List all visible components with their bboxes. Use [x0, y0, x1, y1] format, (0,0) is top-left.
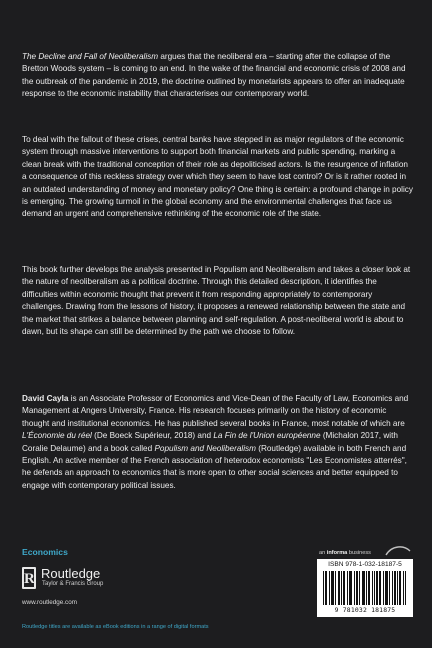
informa-business-label — [319, 550, 371, 556]
informa-suffix: business — [347, 550, 371, 556]
author-book-1: L'Économie du réel — [22, 431, 92, 441]
informa-prefix: an — [319, 550, 327, 556]
book-title-italic: The Decline and Fall of Neoliberalism — [22, 52, 159, 61]
isbn-label: ISBN 978-1-032-18187-5 — [328, 561, 402, 568]
blurb-paragraph-3-text: This book further develops the analysis presented in Populism and Neoliberalism and takes a closer look at the nature of neoliberalism as a political doctrine. Through this detailed description, it identifies the difficulties within economic thought that prevent it from responding appropriately to contemporary challenges. Drawing from the lessons of history, it proposes a renewed relationship between the state and the market that strikes a balance between planning and self-regulation. A post-neoliberal world is about to dawn, but its shape can still be determined by the path we choose to follow. — [22, 265, 411, 337]
routledge-logo-icon: R — [22, 567, 36, 589]
author-bio-text-3: (Michalon 2017, with Coralie Delaume) and a book called — [22, 431, 398, 453]
author-book-2: La Fin de l'Union européenne — [213, 431, 321, 441]
author-bio-text-4: (Routledge) available in both French and English. An active member of the French association of heterodox economists "Les Economistes atterrés", he defends an approach to economics that is more open to other social sciences and better equipped to engage with contemporary political issues. — [22, 443, 407, 490]
subject-category: Economics — [22, 547, 68, 557]
author-name: David Cayla — [22, 394, 69, 403]
publisher-website[interactable]: www.routledge.com — [22, 599, 77, 606]
author-book-3: Populism and Neoliberalism — [154, 443, 256, 453]
barcode-digits: 9 781032 181875 — [334, 606, 396, 614]
blurb-paragraph-1-text: argues that the neoliberal era – starting after the collapse of the Bretton Woods system – is coming to an end. In the wake of the financial and economic crisis of 2008 and the outbreak of the pandemic in 2019, the doctrine outlined by monetarists appears to offer an inadequate response to the economic instability that characterises our contemporary world. — [22, 52, 406, 99]
author-bio — [22, 393, 414, 492]
publisher-name: Routledge — [41, 566, 101, 581]
blurb-paragraph-3 — [22, 264, 414, 338]
informa-brand: informa — [326, 550, 348, 556]
publisher-group: Taylor & Francis Group — [42, 581, 104, 587]
blurb-paragraph-2 — [22, 134, 414, 221]
author-bio-text-1: is an Associate Professor of Economics and Vice-Dean of the Faculty of Law, Economics and Management at Angers University, France. His research focuses primarily on the history of economic thought and institutional economics. He has published several books in France, most notable of which are — [22, 394, 409, 428]
informa-curl-icon — [384, 543, 412, 557]
barcode-icon — [323, 571, 407, 605]
author-bio-text-2: (De Boeck Supérieur, 2018) and — [91, 431, 214, 441]
ebook-note: Routledge titles are available as eBook editions in a range of digital formats — [22, 624, 209, 630]
blurb-paragraph-1 — [22, 51, 414, 101]
blurb-paragraph-2-text: To deal with the fallout of these crises, central banks have stepped in as major regulators of the economic system through massive interventions to support both financial markets and public spending, marking a clean break with the traditional conception of their role as depoliticised actors. Is the resurgence of inflation a consequence of this reckless strategy over which they seem to have lost control? Or is it rather rooted in an outdated understanding of money and monetary policy? One thing is certain: a profound change in policy is emerging. The growing turmoil in the global economy and the environmental challenges that face us demand an urgent and comprehensive rethinking of the economic role of the state. — [22, 135, 413, 219]
barcode-panel — [317, 559, 413, 617]
